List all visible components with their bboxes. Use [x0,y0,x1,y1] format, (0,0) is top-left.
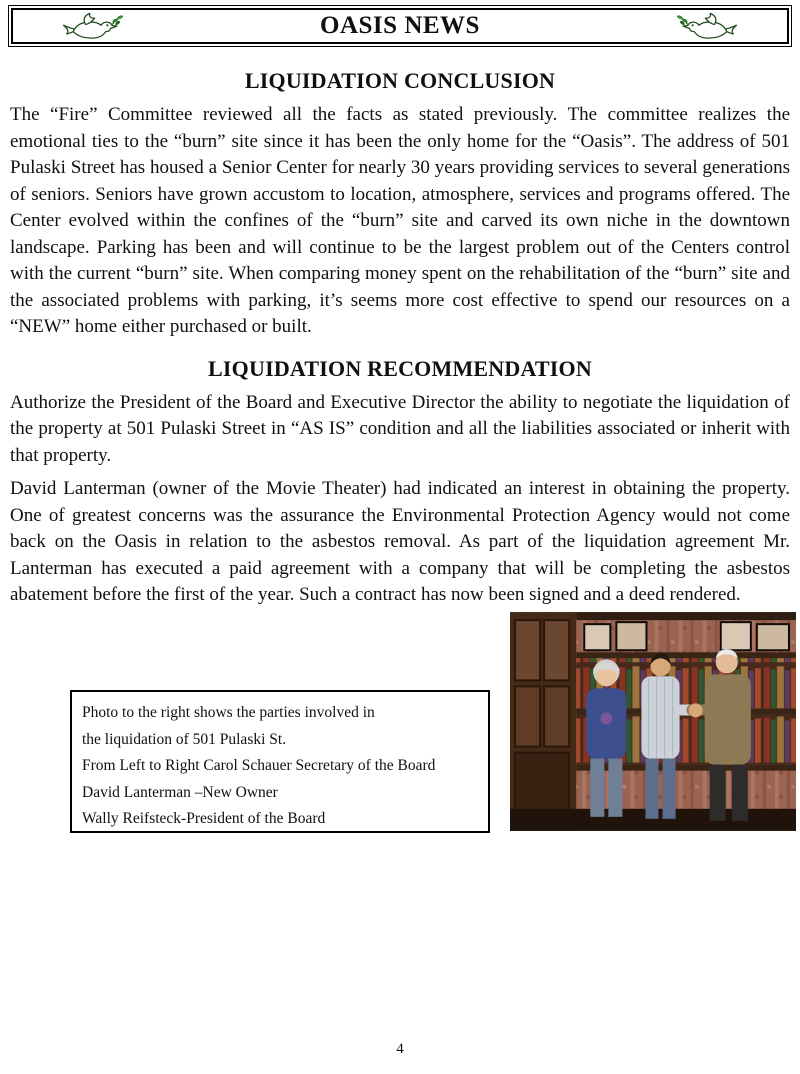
heading-liquidation-conclusion: LIQUIDATION CONCLUSION [244,68,556,93]
recommendation-paragraph-2: David Lanterman (owner of the Movie Theater) had indicated an interest in obtaining the property. One of greatest concerns was the assurance the Environmental Protection Agency would not come back on the Oasis in relation to the asbestos removal. As part of the liquidation agreement Mr. Lanterman has executed a paid agreement with a company that will be completing the asbestos abatement before the first of the year. Such a contract has now been signed and a deed rendered. [10,478,790,605]
page-number: 4 [396,1041,404,1057]
dove-olive-branch-icon [61,11,125,46]
article-body [10,56,790,616]
photo-image [510,612,796,831]
recommendation-paragraph-1: Authorize the President of the Board and Executive Director the ability to negotiate the liquidation of the property at 501 Pulaski Street in “AS IS” condition and all the liabilities associated or inherit with that property. [10,391,790,466]
caption-line: the liquidation of 501 Pulaski St. [82,730,287,748]
masthead [8,5,792,47]
dove-olive-branch-icon [675,11,739,46]
newsletter-title: OASIS NEWS [320,12,480,39]
caption-line: Wally Reifsteck-President of the Board [82,810,326,827]
caption-line: David Lanterman –New Owner [82,783,278,801]
caption-line: From Left to Right Carol Schauer Secretary of the Board [82,757,436,774]
photo-caption-box [70,690,490,833]
caption-line: Photo to the right shows the parties involved in [82,704,375,721]
heading-liquidation-recommendation: LIQUIDATION RECOMMENDATION [208,355,592,381]
conclusion-paragraph: The “Fire” Committee reviewed all the facts as stated previously. The committee realizes the emotional ties to the “burn” site since it has been the only home for the “Oasis”. The address of 501 Pulaski Street has housed a Senior Center for nearly 30 years providing services to several generations of seniors. Seniors have grown accustom to location, atmosphere, services and programs offered. The Center evolved within the confines of the “burn” site and carved its own niche in the downtown landscape. Parking has been and will continue to be the largest problem out of the Centers control with the current “burn” site. When comparing money spent on the rehabilitation of the “burn” site and the associated problems with parking, it’s seems more cost effective to spend our resources on a “NEW” home either purchased or built. [10,104,790,337]
masthead-inner-border [11,8,789,44]
